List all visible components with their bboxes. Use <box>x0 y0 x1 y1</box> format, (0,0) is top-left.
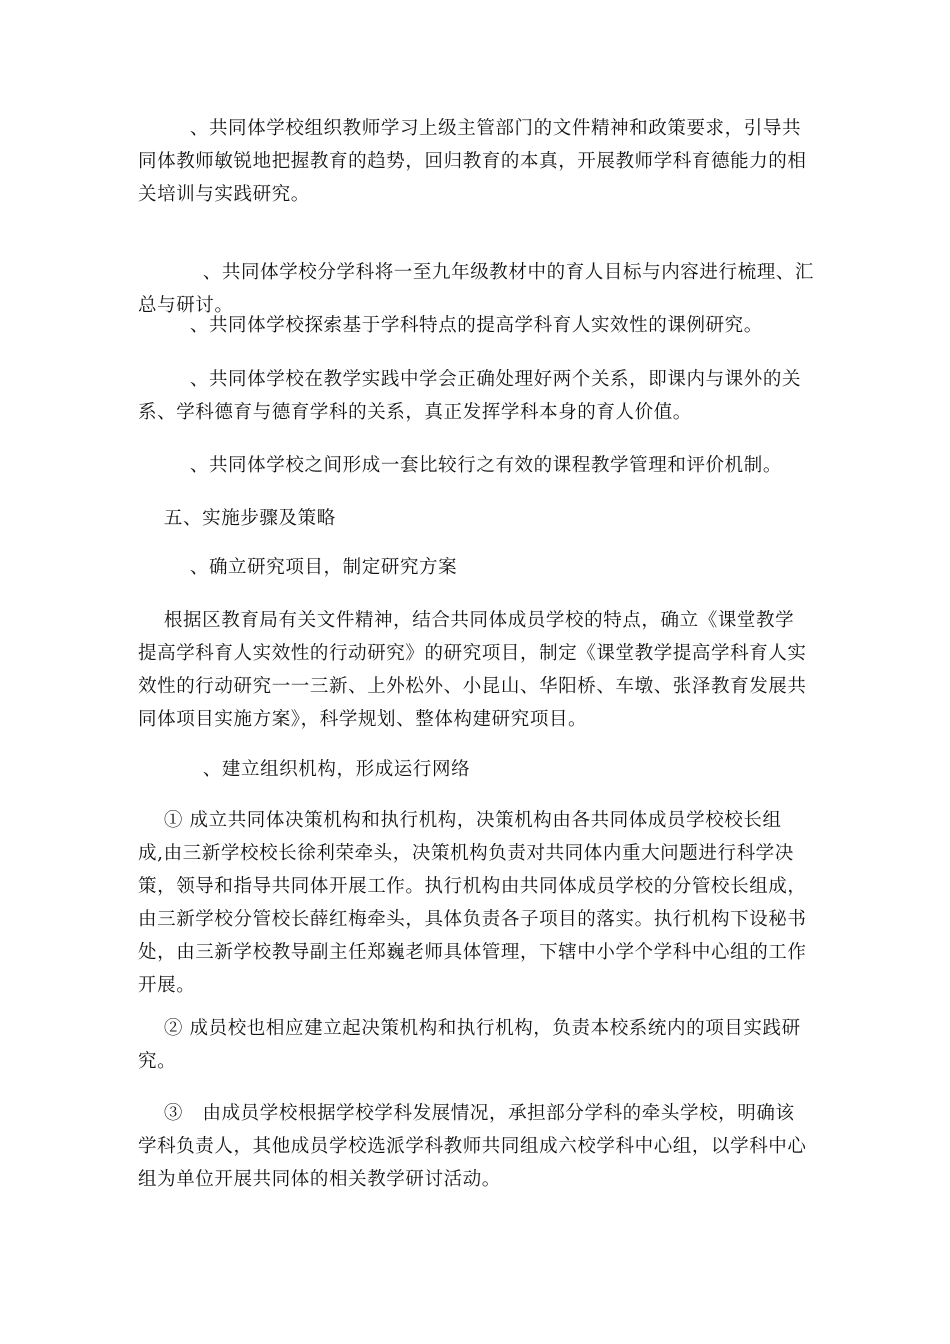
paragraph-research-plan <box>138 604 818 736</box>
text-line: 究。 <box>138 1051 177 1072</box>
paragraph-decision-body <box>138 804 818 1002</box>
paragraph-teacher-training <box>138 112 818 211</box>
text-line: 五、实施步骤及策略 <box>138 508 336 529</box>
text-line: 处，由三新学校教导副主任郑巍老师具体管理，下辖中小学个学科中心组的工作 <box>138 942 807 963</box>
subheading-research-project <box>138 551 818 584</box>
text-line: 组为单位开展共同体的相关教学研讨活动。 <box>138 1169 501 1190</box>
text-line: 关培训与实践研究。 <box>138 184 310 205</box>
text-line: 系、学科德育与德育学科的关系，真正发挥学科本身的育人价值。 <box>138 402 692 423</box>
paragraph-evaluation-mechanism <box>138 449 818 482</box>
text-line: 由三新学校分管校长薛红梅牵头，具体负责各子项目的落实。执行机构下设秘书 <box>138 909 807 930</box>
text-line: 、共同体学校分学科将一至九年级教材中的育人目标与内容进行梳理、汇 <box>138 262 815 283</box>
text-line: 、共同体学校组织教师学习上级主管部门的文件精神和政策要求，引导共 <box>138 118 802 139</box>
paragraph-two-relations <box>138 363 818 429</box>
text-line: 提高学科育人实效性的行动研究》的研究项目，制定《课堂教学提高学科育人实 <box>138 643 807 664</box>
subheading-organization <box>138 753 818 786</box>
text-line: 、共同体学校探索基于学科特点的提高学科育人实效性的课例研究。 <box>138 315 763 336</box>
paragraph-subject-center <box>138 1097 818 1196</box>
text-line: ① 成立共同体决策机构和执行机构，决策机构由各共同体成员学校校长组 <box>138 810 782 831</box>
text-line: 同体项目实施方案》，科学规划、整体构建研究项目。 <box>138 709 588 730</box>
text-line: 总与研讨。 <box>138 295 234 316</box>
text-line: 成,由三新学校校长徐利荣牵头，决策机构负责对共同体内重大问题进行科学决 <box>138 843 794 864</box>
paragraph-lesson-research <box>138 309 818 342</box>
text-line: 、建立组织机构，形成运行网络 <box>138 759 471 780</box>
text-line: ② 成员校也相应建立起决策机构和执行机构，负责本校系统内的项目实践研 <box>138 1018 801 1039</box>
text-line: 、确立研究项目，制定研究方案 <box>138 557 458 578</box>
text-line: 效性的行动研究一一三新、上外松外、小昆山、华阳桥、车墩、张泽教育发展共 <box>138 676 807 697</box>
text-line: 开展。 <box>138 975 196 996</box>
paragraph-member-schools <box>138 1012 818 1078</box>
text-line: 策，领导和指导共同体开展工作。执行机构由共同体成员学校的分管校长组成， <box>138 876 807 897</box>
section-heading-implementation <box>138 502 818 535</box>
text-line: ③ 由成员学校根据学校学科发展情况，承担部分学科的牵头学校，明确该 <box>138 1103 795 1124</box>
text-line: 根据区教育局有关文件精神，结合共同体成员学校的特点，确立《课堂教学 <box>138 610 795 631</box>
text-line: 学科负责人，其他成员学校选派学科教师共同组成六校学科中心组，以学科中心 <box>138 1136 807 1157</box>
text-line: 同体教师敏锐地把握教育的趋势，回归教育的本真，开展教师学科育德能力的相 <box>138 151 807 172</box>
text-line: 、共同体学校之间形成一套比较行之有效的课程教学管理和评价机制。 <box>138 455 782 476</box>
text-line: 、共同体学校在教学实践中学会正确处理好两个关系，即课内与课外的关 <box>138 369 802 390</box>
